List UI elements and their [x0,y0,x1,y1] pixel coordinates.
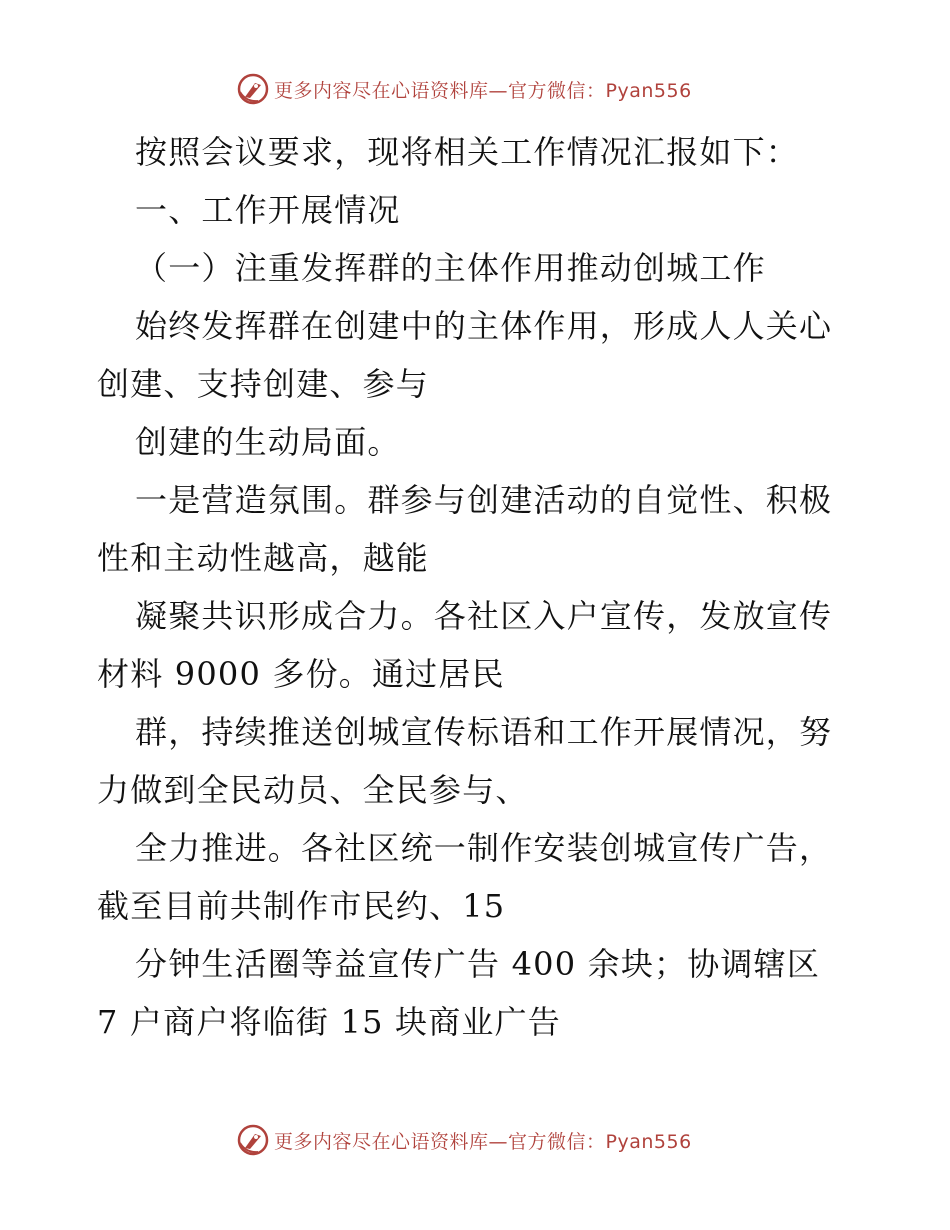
paragraph-line: 分钟生活圈等益宣传广告 400 余块；协调辖区 [135,945,821,983]
subsection-heading: （一）注重发挥群的主体作用推动创城工作 [135,249,766,287]
document-body [97,123,857,1051]
pen-nib-logo-icon [236,72,270,106]
paragraph-line: 按照会议要求，现将相关工作情况汇报如下： [135,133,800,171]
footer-watermark-banner [236,1123,692,1157]
watermark-text: 更多内容尽在心语资料库—官方微信：Pyan556 [274,79,692,102]
paragraph-line: 截至目前共制作市民约、15 [97,887,506,925]
paragraph-line: 全力推进。各社区统一制作安装创城宣传广告， [135,829,833,867]
paragraph-line: 群，持续推送创城宣传标语和工作开展情况，努 [135,713,833,751]
paragraph-line: 凝聚共识形成合力。各社区入户宣传，发放宣传 [135,597,833,635]
paragraph-line: 材料 9000 多份。通过居民 [97,655,505,693]
paragraph-line: 力做到全民动员、全民参与、 [97,771,529,809]
paragraph-line: 一是营造氛围。群参与创建活动的自觉性、积极 [135,481,833,519]
paragraph-line: 性和主动性越高，越能 [97,539,430,577]
paragraph-line: 创建的生动局面。 [135,423,401,461]
paragraph-line: 7 户商户将临街 15 块商业广告 [97,1003,561,1041]
watermark-text: 更多内容尽在心语资料库—官方微信：Pyan556 [274,1130,692,1153]
pen-nib-logo-icon [236,1123,270,1157]
paragraph-line: 创建、支持创建、参与 [97,365,430,403]
header-watermark-banner [236,72,692,106]
paragraph-line: 始终发挥群在创建中的主体作用，形成人人关心 [135,307,833,345]
section-heading: 一、工作开展情况 [135,191,401,229]
